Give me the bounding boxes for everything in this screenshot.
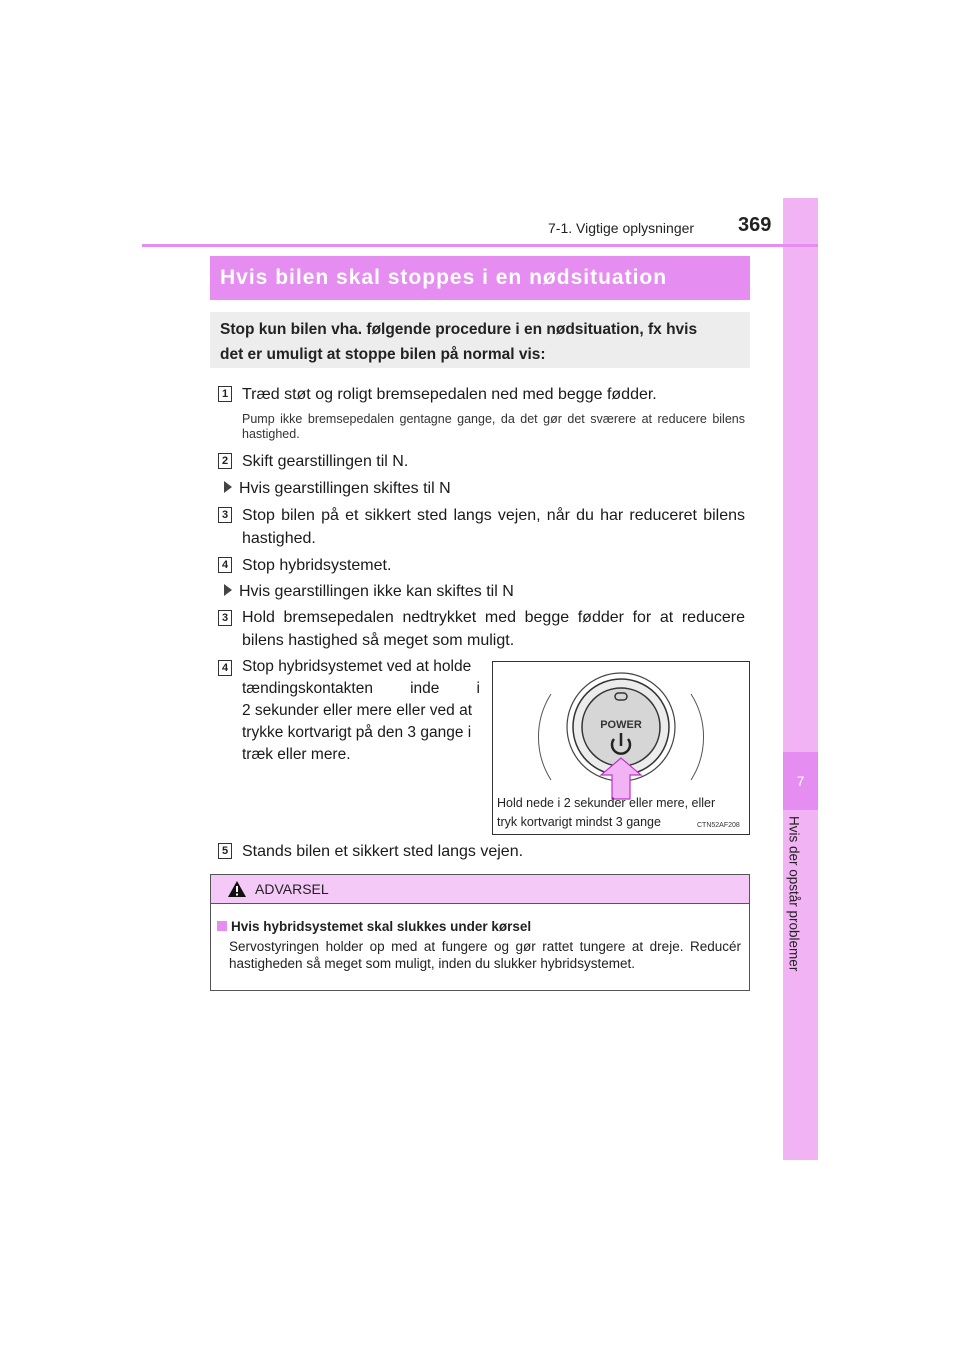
header-divider [142, 244, 818, 247]
case-a [224, 477, 451, 500]
arrow-right-icon [224, 584, 232, 596]
warning-title [217, 919, 531, 934]
intro-line-2: det er umuligt at stoppe bilen på normal vis: [220, 346, 546, 363]
power-button-figure [492, 661, 750, 835]
step-4b-text [242, 656, 480, 766]
figure-caption-line-1: Hold nede i 2 sekunder eller mere, eller [497, 796, 716, 810]
warning-header [211, 875, 749, 904]
step-1-text: Træd støt og roligt bremsepedalen ned med begge fødder. [242, 386, 657, 403]
page-title: Hvis bilen skal stoppes i en nødsituation [220, 266, 668, 289]
step-badge-3a: 3 [218, 507, 232, 523]
step-4a-text: Stop hybridsystemet. [242, 557, 392, 574]
step-badge-3b: 3 [218, 610, 232, 626]
step-1-note: Pump ikke bremsepedalen gentagne gange, da det gør det sværere at reducere bilens hastighed. [242, 412, 745, 441]
step-4b-line-2: tændingskontakten inde i [242, 680, 480, 697]
chapter-title: Hvis der opstår problemer [786, 816, 801, 972]
step-4b-line-1: Stop hybridsystemet ved at holde [242, 658, 472, 675]
step-2-text: Skift gearstillingen til N. [242, 453, 409, 470]
chapter-title-vertical [783, 816, 818, 1016]
figure-caption-line-2: tryk kortvarigt mindst 3 gange [497, 815, 661, 829]
step-badge-4a: 4 [218, 557, 232, 573]
step-3b-text: Hold bremsepedalen nedtrykket med begge fødder for at reducere bilens hastighed så meget som muligt. [242, 609, 745, 649]
case-b [224, 580, 514, 603]
figure-code: CTN52AF208 [697, 822, 740, 829]
page-title-bar [210, 256, 750, 300]
warning-box [210, 874, 750, 991]
step-4b-line-5: træk eller mere. [242, 746, 351, 763]
case-a-text: Hvis gearstillingen skiftes til N [239, 480, 451, 497]
warning-header-text: ADVARSEL [255, 881, 329, 897]
step-4b-line-3: 2 sekunder eller mere eller ved at [242, 702, 473, 719]
step-5-text: Stands bilen et sikkert sted langs vejen. [242, 843, 524, 860]
step-badge-1: 1 [218, 386, 232, 402]
warning-title-text: Hvis hybridsystemet skal slukkes under kørsel [231, 919, 532, 934]
warning-triangle-icon [227, 880, 247, 898]
section-heading: 7-1. Vigtige oplysninger [548, 220, 695, 236]
intro-line-1: Stop kun bilen vha. følgende procedure i en nødsituation, fx hvis [220, 321, 698, 338]
arrow-right-icon [224, 481, 232, 493]
step-badge-5: 5 [218, 843, 232, 859]
intro-box [210, 312, 750, 368]
page-number: 369 [738, 214, 772, 236]
step-badge-2: 2 [218, 453, 232, 469]
step-3a-text: Stop bilen på et sikkert sted langs vejen, når du har reduceret bilens hastighed. [242, 507, 745, 547]
warning-body: Servostyringen holder op med at fungere og gør rattet tungere at dreje. Reducér hastigheden så meget som muligt, inden du slukker hybridsystemet. [229, 939, 741, 971]
case-b-text: Hvis gearstillingen ikke kan skiftes til N [239, 583, 514, 600]
step-badge-4b: 4 [218, 660, 232, 676]
bullet-square-icon [217, 921, 227, 931]
step-4b-line-4: trykke kortvarigt på den 3 gange i [242, 724, 472, 741]
power-button-label: POWER [600, 719, 642, 731]
chapter-number: 7 [783, 752, 818, 810]
